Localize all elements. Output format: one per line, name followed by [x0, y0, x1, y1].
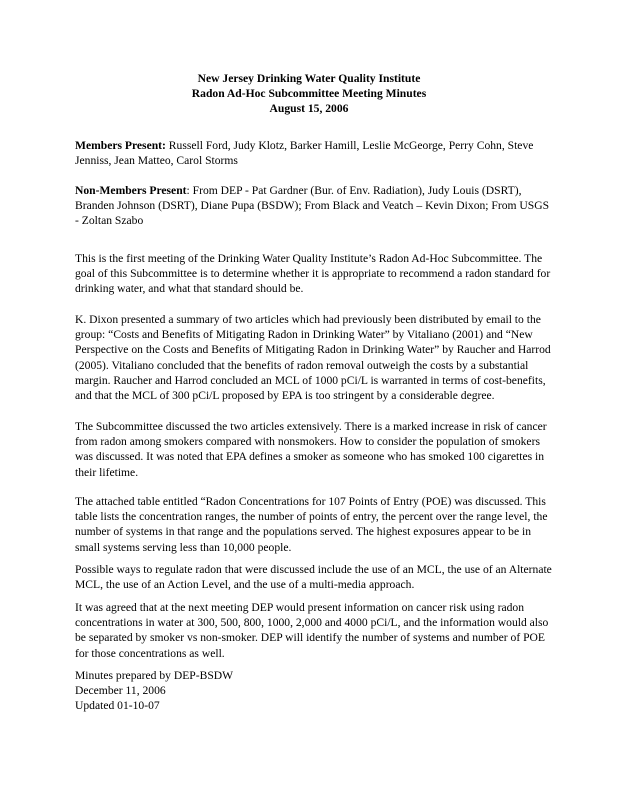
paragraph-text: The Subcommittee discussed the two articles extensively. There is a marked increase in risk of cancer from radon among smokers compared with nonsmokers. How to consider the population of smokers was discussed. It was noted that EPA defines a smoker as someone who has smoked 100 cigarettes in their lifetime.: [75, 420, 547, 479]
institute-name: New Jersey Drinking Water Quality Institute: [197, 72, 421, 85]
paragraph-text: It was agreed that at the next meeting DEP would present information on cancer risk using radon concentrations in water at 300, 500, 800, 1000, 2,000 and 4000 pCi/L, and the information would also be separated by smoker vs non-smoker. DEP will identify the number of systems and number of POE for those concentrations as well.: [75, 601, 549, 660]
paragraph-text: K. Dixon presented a summary of two articles which had previously been distributed by email to the group: “Costs and Benefits of Mitigating Radon in Drinking Water” by Vitaliano (2001) and “New Perspective on the Costs and Benefits of Mitigating Radon in Drinking Water” by Raucher and Harrod (2005). Vitaliano concluded that the benefits of radon removal outweigh the costs by a substantial margin. Raucher and Harrod concluded an MCL of 1000 pCi/L is warranted in terms of cost-benefits, and that the MCL of 300 pCi/L proposed by EPA is too stringent by a considerable degree.: [75, 313, 551, 403]
paragraph-next-meeting: [75, 600, 555, 661]
paragraph-text: The attached table entitled “Radon Concentrations for 107 Points of Entry (POE) was discussed. This table lists the concentration ranges, the number of points of entry, the percent over the range level, the number of systems in that range and the populations served. The highest exposures appear to be in small systems serving less than 10,000 people.: [75, 495, 548, 554]
paragraph-table: [75, 494, 555, 555]
non-members-present: [75, 183, 555, 229]
updated-date: Updated 01-10-07: [75, 699, 160, 713]
paragraph-discussion: [75, 419, 555, 480]
paragraph-intro: [75, 251, 555, 297]
paragraph-article-summary: [75, 312, 555, 403]
members-list: Russell Ford, Judy Klotz, Barker Hamill, Leslie McGeorge, Perry Cohn, Steve Jenniss, Jean Matteo, Carol Storms: [75, 139, 534, 168]
prepared-by: Minutes prepared by DEP-BSDW: [75, 669, 234, 682]
members-present: [75, 138, 555, 168]
non-members-label: Non-Members Present: [75, 184, 187, 197]
meeting-date: August 15, 2006: [269, 102, 349, 116]
document-header: [0, 71, 618, 117]
paragraph-text: This is the first meeting of the Drinking Water Quality Institute’s Radon Ad-Hoc Subcommittee. The goal of this Subcommittee is to determine whether it is appropriate to recommend a radon standard for drinking water, and what that standard should be.: [75, 252, 551, 296]
members-label: Members Present:: [75, 139, 166, 152]
paragraph-text: Possible ways to regulate radon that were discussed include the use of an MCL, the use of an Alternate MCL, the use of an Action Level, and the use of a multi-media approach.: [75, 563, 552, 592]
non-members-list: : From DEP - Pat Gardner (Bur. of Env. Radiation), Judy Louis (DSRT), Branden Johnson (DSRT), Diane Pupa (BSDW); From Black and Veatch – Kevin Dixon; From USGS - Zoltan Szabo: [75, 184, 550, 228]
prepared-date: December 11, 2006: [75, 684, 166, 698]
paragraph-regulation: [75, 562, 555, 592]
meeting-title: Radon Ad-Hoc Subcommittee Meeting Minutes: [191, 87, 427, 101]
minutes-signature: [75, 668, 375, 714]
